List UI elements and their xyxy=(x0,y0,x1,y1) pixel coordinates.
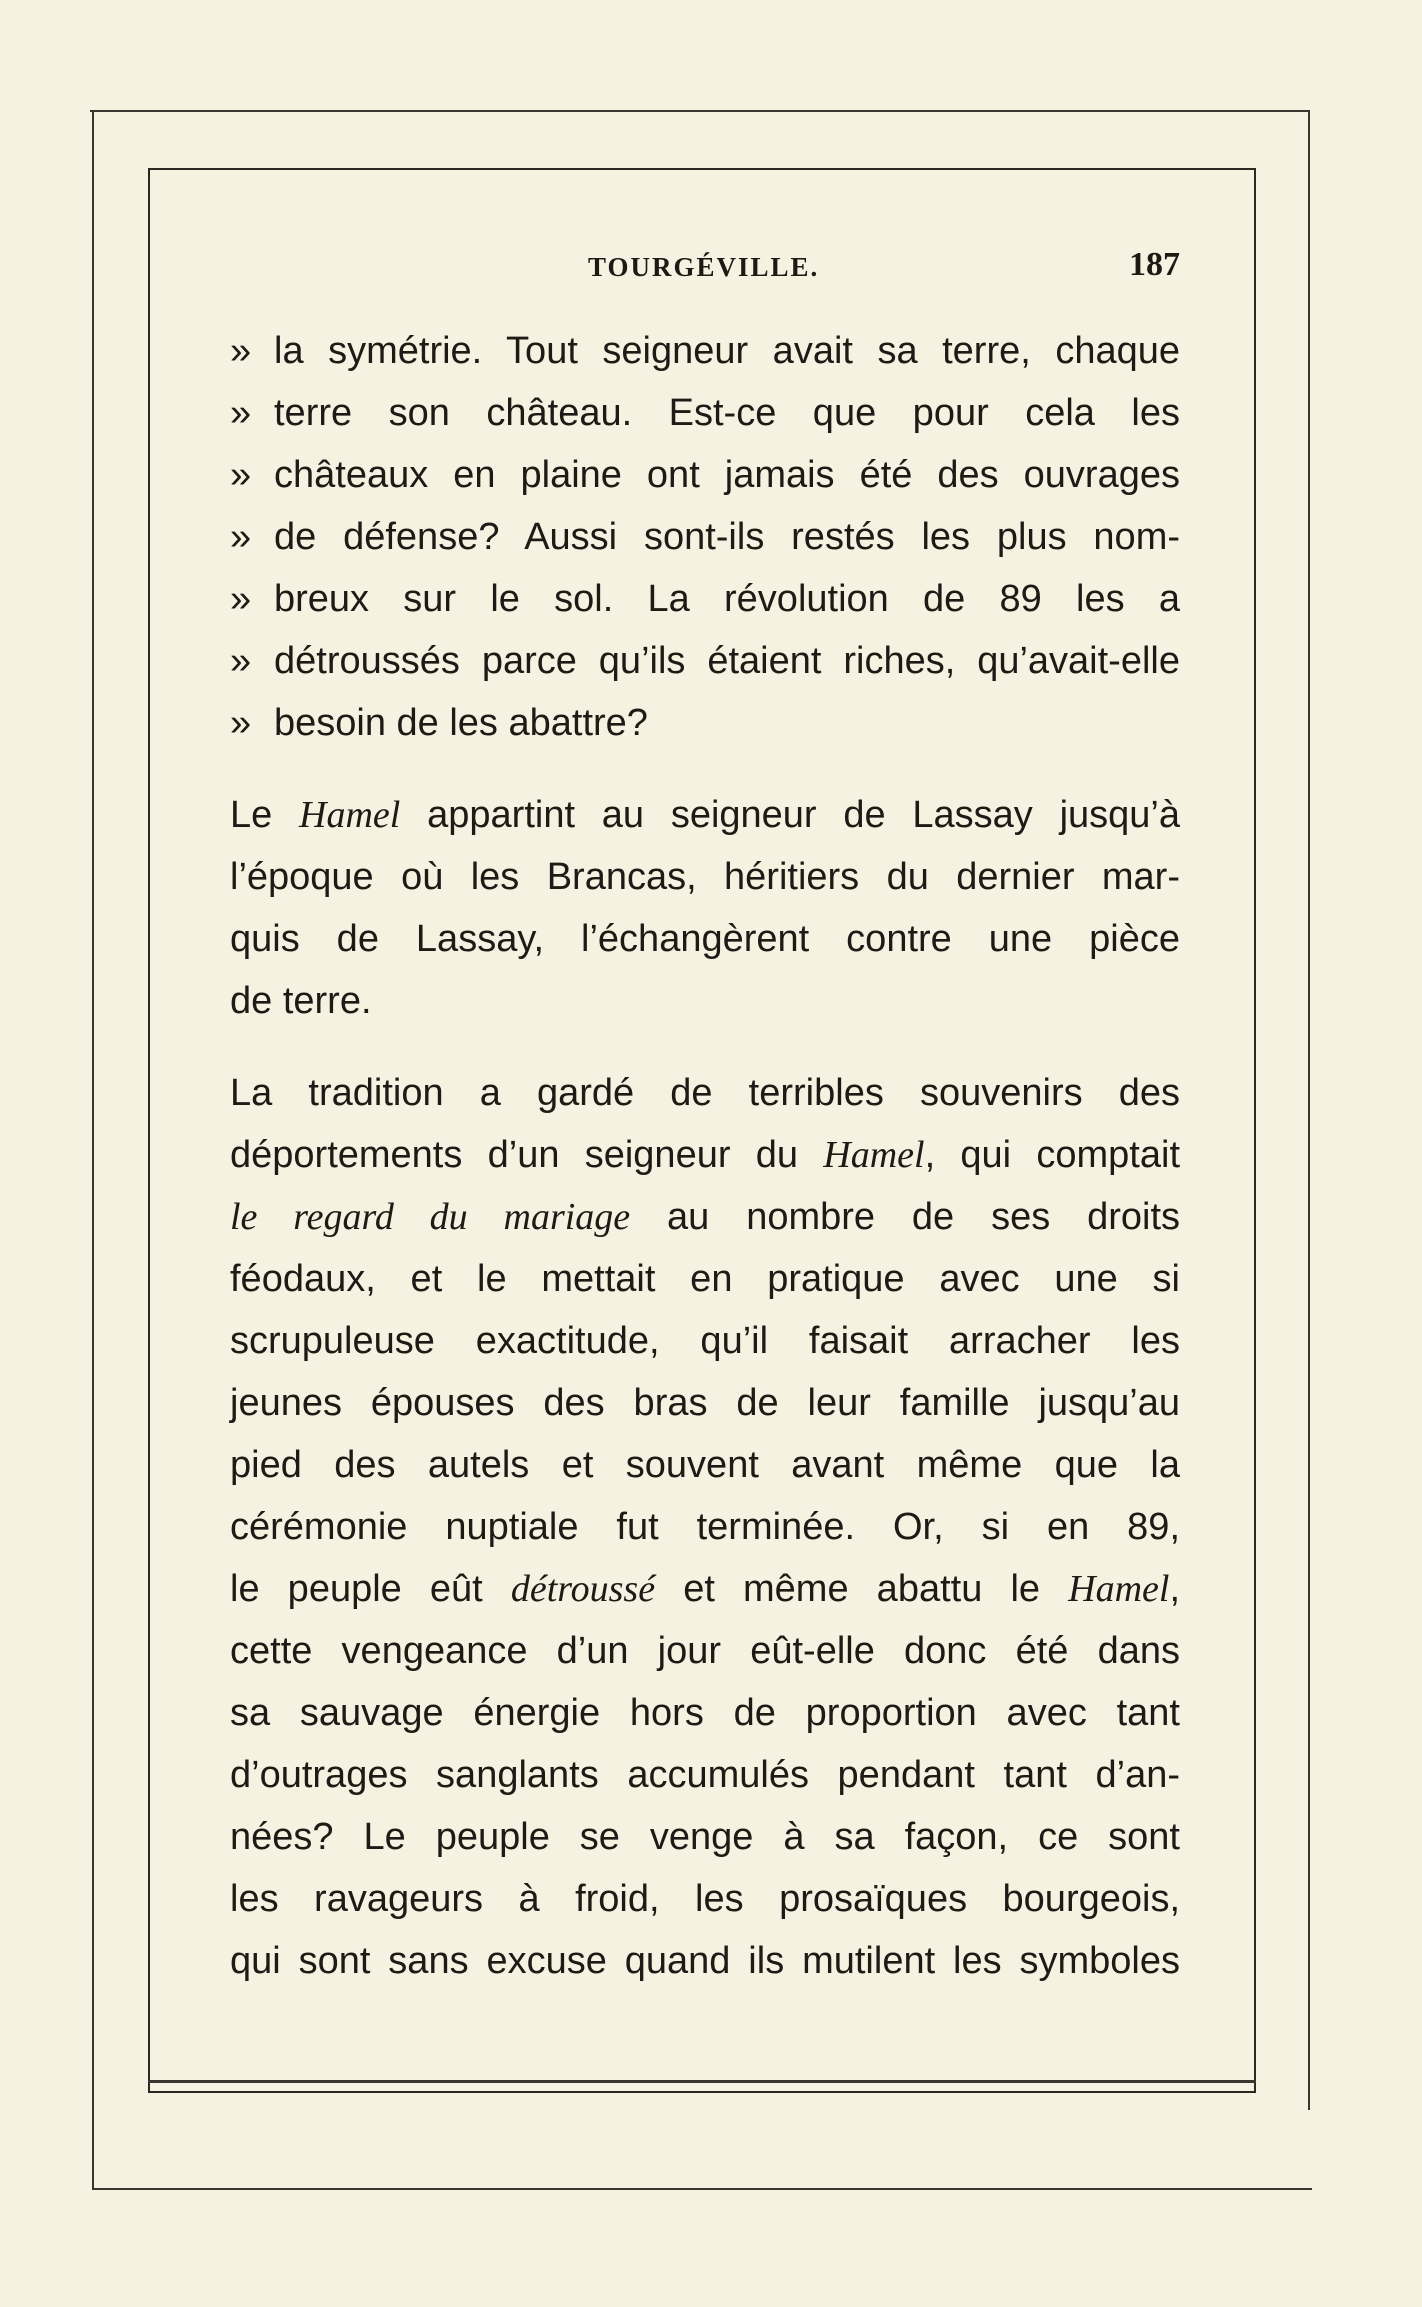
text-line: quis de Lassay, l’échangèrent contre une pièce xyxy=(230,918,1180,960)
text-line: féodaux, et le mettait en pratique avec une si xyxy=(230,1258,1180,1300)
text-line: » détroussés parce qu’ils étaient riches, qu’avait-elle xyxy=(230,640,1180,682)
text-line: l’époque où les Brancas, héritiers du dernier mar- xyxy=(230,856,1180,898)
text-line: le regard du mariage au nombre de ses droits xyxy=(230,1196,1180,1238)
bottom-thick-rule xyxy=(148,2080,1256,2083)
text-line: cérémonie nuptiale fut terminée. Or, si en 89, xyxy=(230,1506,1180,1548)
running-header xyxy=(228,246,1180,296)
text-line: scrupuleuse exactitude, qu’il faisait arracher les xyxy=(230,1320,1180,1362)
body-text xyxy=(230,320,1180,1992)
text-line: qui sont sans excuse quand ils mutilent les symboles xyxy=(230,1940,1180,1982)
text-line: sa sauvage énergie hors de proportion avec tant xyxy=(230,1692,1180,1734)
text-line: les ravageurs à froid, les prosaïques bourgeois, xyxy=(230,1878,1180,1920)
text-line: jeunes épouses des bras de leur famille jusqu’au xyxy=(230,1382,1180,1424)
bottom-outer-rule xyxy=(92,2188,1312,2190)
paragraph-gap xyxy=(230,1032,1180,1062)
text-line: le peuple eût détroussé et même abattu le Hamel, xyxy=(230,1568,1180,1610)
text-line: nées? Le peuple se venge à sa façon, ce sont xyxy=(230,1816,1180,1858)
text-line: d’outrages sanglants accumulés pendant tant d’an- xyxy=(230,1754,1180,1796)
running-title: TOURGÉVILLE. xyxy=(588,252,820,282)
top-outer-rule xyxy=(90,110,1310,112)
text-line: pied des autels et souvent avant même que la xyxy=(230,1444,1180,1486)
text-line: de terre. xyxy=(230,980,372,1022)
text-line: » châteaux en plaine ont jamais été des ouvrages xyxy=(230,454,1180,496)
text-line: déportements d’un seigneur du Hamel, qui comptait xyxy=(230,1134,1180,1176)
text-line: Le Hamel appartint au seigneur de Lassay jusqu’à xyxy=(230,794,1180,836)
paragraph-gap xyxy=(230,754,1180,784)
text-line: » besoin de les abattre? xyxy=(230,702,648,744)
text-line: » breux sur le sol. La révolution de 89 les a xyxy=(230,578,1180,620)
text-line: » terre son château. Est-ce que pour cela les xyxy=(230,392,1180,434)
text-line: » la symétrie. Tout seigneur avait sa terre, chaque xyxy=(230,330,1180,372)
text-line: cette vengeance d’un jour eût-elle donc été dans xyxy=(230,1630,1180,1672)
right-outer-rule xyxy=(1308,110,1310,2110)
page-number: 187 xyxy=(1129,246,1180,283)
left-outer-rule xyxy=(92,110,94,2190)
text-line: » de défense? Aussi sont-ils restés les plus nom- xyxy=(230,516,1180,558)
text-line: La tradition a gardé de terribles souvenirs des xyxy=(230,1072,1180,1114)
